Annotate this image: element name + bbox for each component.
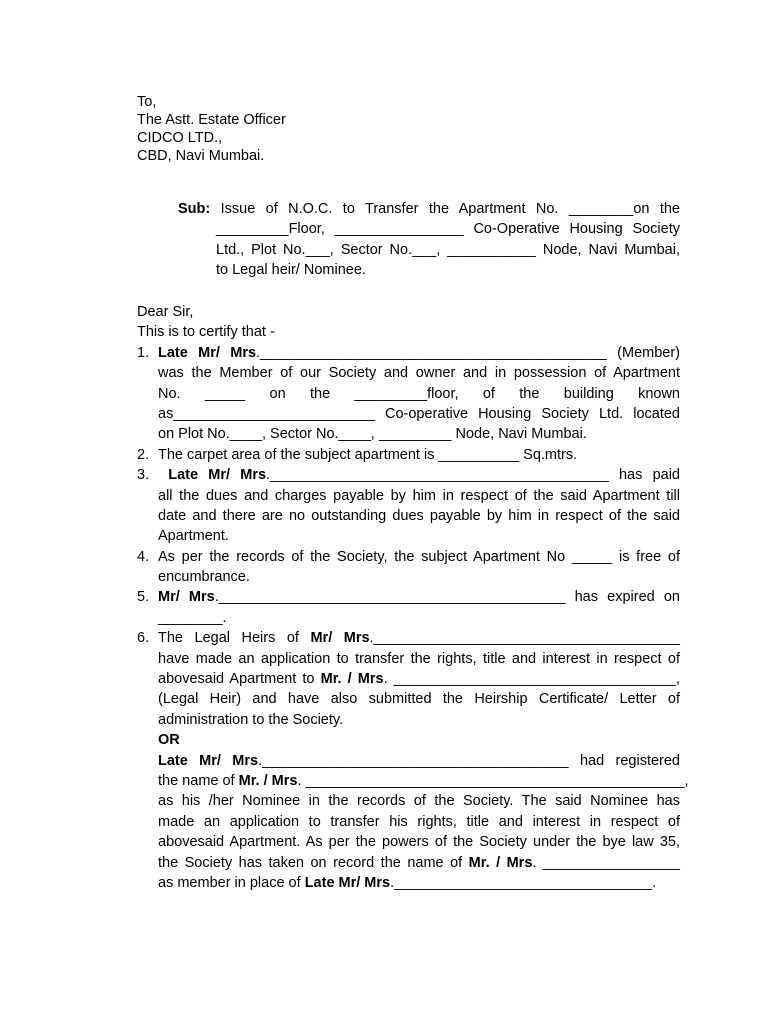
item-text: The Legal Heirs of	[158, 630, 311, 647]
bold-text: Late Mr/ Mrs	[158, 752, 259, 769]
item-2-line	[137, 445, 680, 465]
item-text: .___________________________________________ (Member)	[256, 344, 680, 361]
greeting: Dear Sir,	[137, 304, 194, 320]
item-text: the Society has taken on record the name of	[158, 854, 469, 871]
item-1-line: was the Member of our Society and owner and in possession of Apartment	[158, 365, 680, 382]
item-text: .________________________________.	[390, 874, 657, 891]
item-text: .__________________________________________ has paid	[266, 467, 680, 484]
item-6-line	[137, 669, 680, 689]
recipient-address	[137, 93, 737, 165]
subject-label: Sub:	[178, 201, 211, 217]
subject-line: to Legal heir/ Nominee.	[216, 262, 366, 279]
item-number: 1.	[137, 344, 150, 361]
address-line: CBD, Navi Mumbai.	[137, 148, 265, 164]
bold-text: OR	[158, 732, 180, 749]
item-text: As per the records of the Society, the subject Apartment No _____ is free of	[158, 548, 680, 565]
letter-body	[137, 302, 689, 893]
item-number: 6.	[137, 630, 150, 647]
item-number: 2.	[137, 446, 150, 463]
bold-text: Mr. / Mrs	[468, 854, 533, 871]
item-6-line: (Legal Heir) and have also submitted the Heirship Certificate/ Letter of	[158, 691, 680, 708]
item-number: 5.	[137, 589, 150, 606]
item-3-line: Apartment.	[158, 528, 229, 545]
item-text: as member in place of	[158, 874, 305, 891]
subject-line: _________Floor, ________________ Co-Operative Housing Society	[216, 221, 680, 238]
item-text: .______________________________________	[369, 630, 680, 647]
item-5-line	[137, 587, 680, 607]
item-4-line	[137, 547, 680, 567]
item-6-line: abovesaid Apartment. As per the powers of the Society under the bye law 35,	[158, 834, 680, 851]
item-number: 3.	[137, 467, 150, 484]
item-1-line: as_________________________ Co-operative Housing Society Ltd. located	[158, 405, 680, 422]
address-line: To,	[137, 94, 157, 110]
item-6-line	[137, 873, 680, 893]
bold-text: Mr/ Mrs	[158, 589, 215, 606]
bold-text: Mr. / Mrs	[238, 772, 298, 789]
item-text: the name of	[158, 772, 239, 789]
item-text: . ___________________________________,	[383, 671, 680, 688]
item-text: abovesaid Apartment to	[158, 671, 321, 688]
address-line: CIDCO LTD.,	[137, 130, 223, 146]
item-text: . _______________________________________________,	[297, 772, 689, 789]
item-text: .______________________________________ had registered	[258, 752, 680, 769]
bold-text: Late Mr/ Mrs	[158, 467, 267, 484]
item-6-line	[137, 771, 689, 791]
item-number: 4.	[137, 548, 150, 565]
certify-intro: This is to certify that -	[137, 324, 275, 341]
bold-text: Mr/ Mrs	[310, 630, 370, 647]
item-text: The carpet area of the subject apartment is __________ Sq.mtrs.	[158, 446, 578, 463]
item-text: . _________________	[532, 854, 680, 871]
item-4-line: encumbrance.	[158, 569, 250, 586]
item-3-line: all the dues and charges payable by him in respect of the said Apartment till	[158, 487, 680, 504]
item-6-line	[137, 853, 680, 873]
or-separator	[137, 730, 680, 750]
subject-line: Ltd., Plot No.___, Sector No.___, ___________ Node, Navi Mumbai,	[216, 241, 680, 258]
item-6-line	[137, 628, 680, 648]
item-6-line: have made an application to transfer the rights, title and interest in respect of	[158, 650, 680, 667]
bold-text: Late Mr/ Mrs	[304, 874, 391, 891]
item-6-line	[137, 751, 680, 771]
item-6-line: administration to the Society.	[158, 711, 344, 728]
item-6-line: made an application to transfer his rights, title and interest in respect of	[158, 813, 680, 830]
item-6-line: as his /her Nominee in the records of the Society. The said Nominee has	[158, 793, 680, 810]
subject-line	[178, 199, 680, 219]
item-1-line	[137, 343, 680, 363]
address-line: The Astt. Estate Officer	[137, 112, 286, 128]
subject-text: Issue of N.O.C. to Transfer the Apartment No. ________on the	[210, 201, 680, 217]
item-1-line: on Plot No.____, Sector No.____, _________ Node, Navi Mumbai.	[158, 426, 587, 443]
item-3-line: date and there are no outstanding dues payable by him in respect of the said	[158, 507, 680, 524]
item-3-line	[137, 465, 680, 485]
bold-text: Late Mr/ Mrs	[158, 344, 257, 361]
item-text: .___________________________________________ has expired on	[214, 589, 680, 606]
subject-block	[178, 199, 680, 281]
item-1-line: No. _____ on the _________floor, of the building known	[158, 385, 680, 402]
bold-text: Mr. / Mrs	[320, 671, 384, 688]
item-5-line: ________.	[158, 609, 227, 626]
